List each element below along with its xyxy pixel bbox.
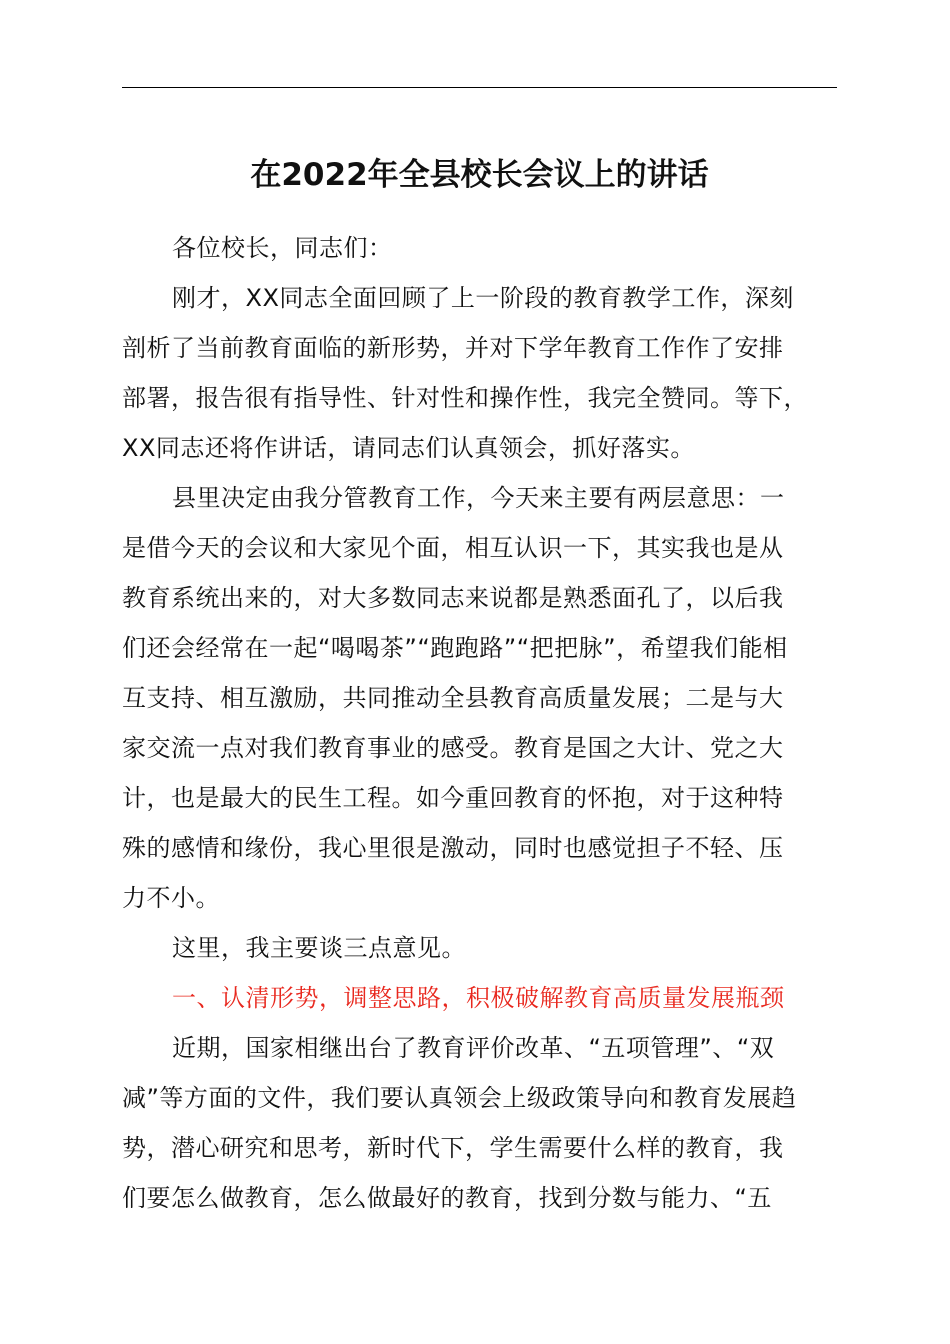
paragraph-line: 部署，报告很有指导性、针对性和操作性，我完全赞同。等下， bbox=[122, 384, 808, 412]
paragraph-line: 们要怎么做教育，怎么做最好的教育，找到分数与能力、“五 bbox=[122, 1184, 772, 1212]
paragraph-line: 近期，国家相继出台了教育评价改革、“五项管理”、“双 bbox=[172, 1034, 775, 1062]
paragraph-line: 家交流一点对我们教育事业的感受。教育是国之大计、党之大 bbox=[122, 734, 784, 762]
paragraph-line: 计，也是最大的民生工程。如今重回教育的怀抱，对于这种特 bbox=[122, 784, 784, 812]
paragraph-line: 刚才，XX同志全面回顾了上一阶段的教育教学工作，深刻 bbox=[172, 284, 794, 312]
header-rule bbox=[122, 87, 837, 88]
document-title: 在2022年全县校长会议上的讲话 bbox=[250, 157, 709, 193]
paragraph-line: XX同志还将作讲话，请同志们认真领会，抓好落实。 bbox=[122, 434, 695, 462]
paragraph-line: 殊的感情和缘份，我心里很是激动，同时也感觉担子不轻、压 bbox=[122, 834, 784, 862]
salutation: 各位校长，同志们： bbox=[172, 234, 393, 262]
paragraph-line: 教育系统出来的，对大多数同志来说都是熟悉面孔了，以后我 bbox=[122, 584, 784, 612]
paragraph-line: 县里决定由我分管教育工作，今天来主要有两层意思：一 bbox=[172, 484, 785, 512]
paragraph-line: 减”等方面的文件，我们要认真领会上级政策导向和教育发展趋 bbox=[122, 1084, 797, 1112]
paragraph-line: 这里，我主要谈三点意见。 bbox=[172, 934, 466, 962]
paragraph-line: 是借今天的会议和大家见个面，相互认识一下，其实我也是从 bbox=[122, 534, 784, 562]
paragraph-line: 剖析了当前教育面临的新形势，并对下学年教育工作作了安排 bbox=[122, 334, 784, 362]
paragraph-line: 势，潜心研究和思考，新时代下，学生需要什么样的教育，我 bbox=[122, 1134, 784, 1162]
paragraph-line: 力不小。 bbox=[122, 884, 220, 912]
section-heading: 一、认清形势，调整思路，积极破解教育高质量发展瓶颈 bbox=[172, 984, 785, 1012]
paragraph-line: 们还会经常在一起“喝喝茶”“跑跑路”“把把脉”，希望我们能相 bbox=[122, 634, 788, 662]
paragraph-line: 互支持、相互激励，共同推动全县教育高质量发展；二是与大 bbox=[122, 684, 784, 712]
